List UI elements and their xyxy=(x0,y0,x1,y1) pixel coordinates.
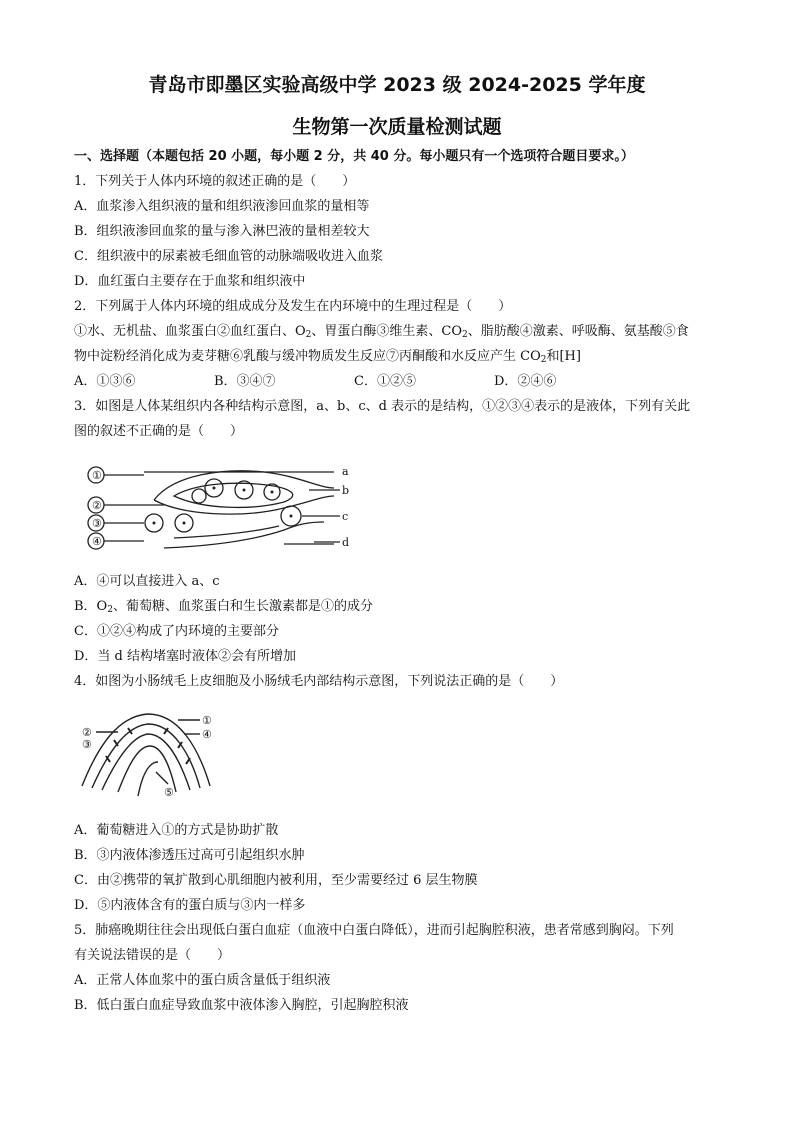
fig4-label-1: ① xyxy=(202,714,212,727)
q1-stem: 1．下列关于人体内环境的叙述正确的是（ ） xyxy=(74,174,356,189)
q4-stem: 4．如图为小肠绒毛上皮细胞及小肠绒毛内部结构示意图，下列说法正确的是（ ） xyxy=(74,674,564,689)
q5-stem-line1: 5．肺癌晚期往往会出现低白蛋白血症（血液中白蛋白降低），进而引起胸腔积液，患者常感到胸闷。下列 xyxy=(74,923,674,938)
q2-stem: 2．下列属于人体内环境的组成成分及发生在内环境中的生理过程是（ ） xyxy=(74,299,512,314)
q2-items-line1: ①水、无机盐、血浆蛋白②血红蛋白、$O_2$、胃蛋白酶③维生素、$CO_2$、脂肪酸④激素、呼吸酶、氨基酸⑤食 xyxy=(74,324,689,340)
q4-option-c: C．由②携带的氧扩散到心肌细胞内被利用，至少需要经过 6 层生物膜 xyxy=(74,873,478,888)
fig3-label-c: c xyxy=(342,510,349,523)
fig4-label-3: ③ xyxy=(82,738,92,751)
exam-title-line2: 生物第一次质量检测试题 xyxy=(292,116,502,138)
q4-option-b: B．③内液体渗透压过高可引起组织水肿 xyxy=(74,848,305,863)
fig3-label-4: ④ xyxy=(92,535,102,548)
fig3-label-3: ③ xyxy=(92,517,102,530)
q4-option-a: A．葡萄糖进入①的方式是协助扩散 xyxy=(74,823,279,838)
q2-option-b: B．③④⑦ xyxy=(214,374,276,389)
q1-option-a: A．血浆渗入组织液的量和组织液渗回血浆的量相等 xyxy=(74,199,370,214)
q5-stem-line2: 有关说法错误的是（ ） xyxy=(74,948,231,963)
q2-option-c: C．①②⑤ xyxy=(354,374,416,389)
q2-items-line2: 物中淀粉经消化成为麦芽糖⑥乳酸与缓冲物质发生反应⑦丙酮酸和水反应产生 $CO_2$和[H] xyxy=(74,349,581,365)
q3-stem-line1: 3．如图是人体某组织内各种结构示意图，a、b、c、d 表示的是结构，①②③④表示的是液体，下列有关此 xyxy=(74,399,691,414)
fig4-label-2: ② xyxy=(82,726,92,739)
q3-option-a: A．④可以直接进入 a、c xyxy=(74,574,220,589)
section-heading: 一、选择题（本题包括 20 小题，每小题 2 分，共 40 分。每小题只有一个选项符合题目要求。） xyxy=(74,149,634,164)
q2-option-d: D．②④⑥ xyxy=(494,374,557,389)
villus-structure-figure xyxy=(78,706,224,802)
q2-options xyxy=(74,373,634,391)
q4-option-d: D．⑤内液体含有的蛋白质与③内一样多 xyxy=(74,898,306,913)
q3-stem-line2: 图的叙述不正确的是（ ） xyxy=(74,424,244,439)
fig3-label-1: ① xyxy=(92,469,102,482)
fig3-label-d: d xyxy=(342,536,350,549)
exam-title-line1: 青岛市即墨区实验高级中学 2023 级 2024-2025 学年度 xyxy=(148,74,646,96)
fig3-label-a: a xyxy=(342,465,349,478)
tissue-structure-figure xyxy=(84,460,360,560)
fig4-label-5: ⑤ xyxy=(164,786,174,799)
q3-option-c: C．①②④构成了内环境的主要部分 xyxy=(74,624,279,639)
q1-option-d: D．血红蛋白主要存在于血浆和组织液中 xyxy=(74,274,306,289)
q2-option-a: A．①③⑥ xyxy=(74,374,136,389)
q5-option-a: A．正常人体血浆中的蛋白质含量低于组织液 xyxy=(74,973,331,988)
q3-option-b: B．$O_2$、葡萄糖、血浆蛋白和生长激素都是①的成分 xyxy=(74,599,373,615)
fig4-label-4: ④ xyxy=(202,728,212,741)
q3-option-d: D．当 d 结构堵塞时液体②会有所增加 xyxy=(74,649,297,664)
q1-option-b: B．组织液渗回血浆的量与渗入淋巴液的量相差较大 xyxy=(74,224,370,239)
fig3-label-2: ② xyxy=(92,499,102,512)
q1-option-c: C．组织液中的尿素被毛细血管的动脉端吸收进入血浆 xyxy=(74,249,383,264)
q5-option-b: B．低白蛋白血症导致血浆中液体渗入胸腔，引起胸腔积液 xyxy=(74,998,409,1013)
fig3-label-b: b xyxy=(342,484,350,497)
